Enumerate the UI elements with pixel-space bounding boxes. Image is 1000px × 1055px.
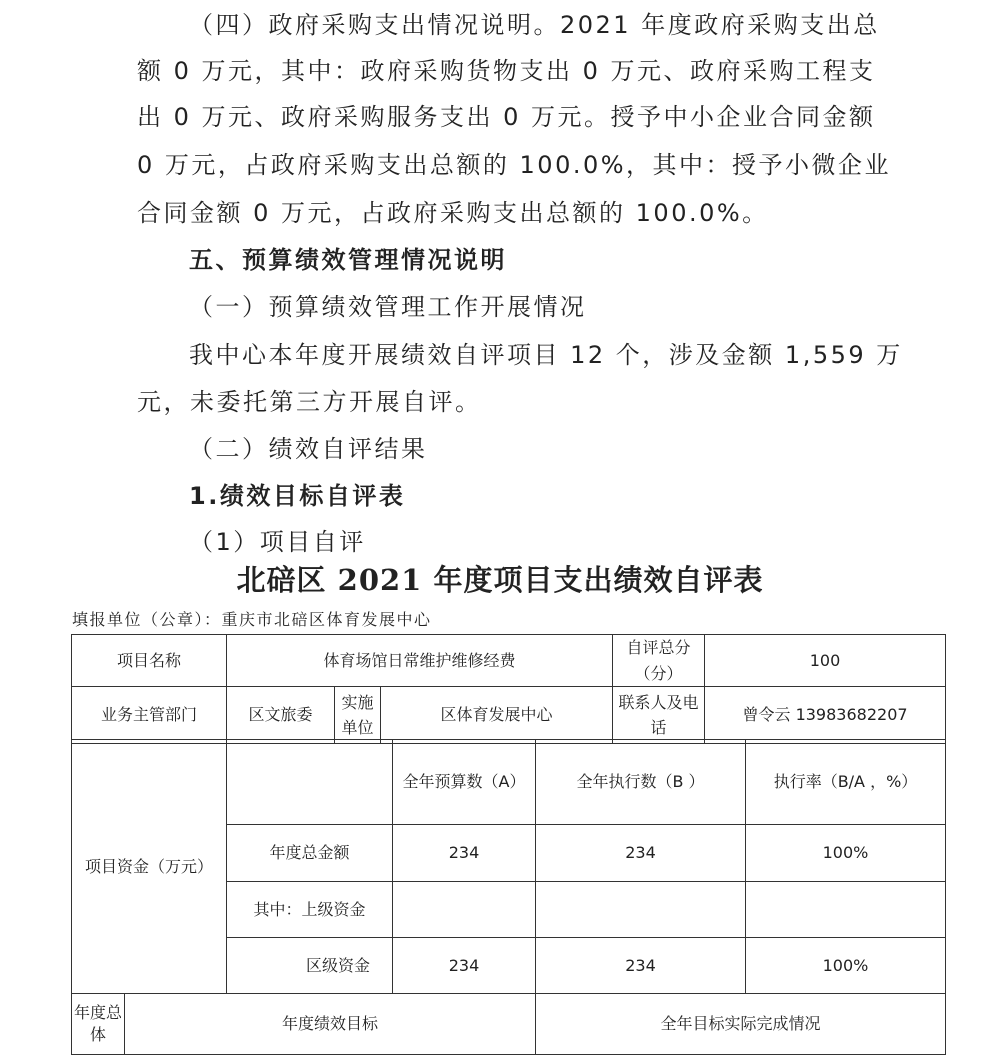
exec-cell: 234 [536, 825, 746, 882]
exec-cell: 234 [536, 938, 746, 994]
info-table [71, 634, 946, 744]
exec-cell [536, 882, 746, 938]
row-label: 年度总金额 [227, 825, 393, 882]
paragraph-line: （四）政府采购支出情况说明。2021 年度政府采购支出总 [189, 11, 880, 39]
budget-cell: 234 [393, 825, 536, 882]
col-budget-header: 全年预算数（A） [393, 740, 536, 825]
empty-cell [227, 740, 393, 825]
contact-value: 曾令云 13983682207 [705, 687, 946, 744]
rate-cell [746, 882, 946, 938]
rate-cell: 100% [746, 825, 946, 882]
subheading: （1）项目自评 [189, 528, 366, 556]
row-label: 其中：上级资金 [227, 882, 393, 938]
project-name: 体育场馆日常维护维修经费 [227, 635, 613, 687]
impl-label: 实施单位 [335, 687, 381, 744]
row-label: 区级资金 [227, 938, 393, 994]
table-title: 北碚区 2021 年度项目支出绩效自评表 [236, 563, 764, 597]
impl-value: 区体育发展中心 [381, 687, 613, 744]
goal-header: 年度绩效目标 [125, 994, 536, 1055]
actual-header: 全年目标实际完成情况 [536, 994, 946, 1055]
col-exec-header: 全年执行数（B ） [536, 740, 746, 825]
budget-cell: 234 [393, 938, 536, 994]
fill-unit: 填报单位（公章）：重庆市北碚区体育发展中心 [72, 610, 432, 629]
paragraph-line: 0 万元，占政府采购支出总额的 100.0%，其中：授予小微企业 [137, 151, 892, 179]
goal-table [71, 993, 946, 1055]
paragraph-line: 合同金额 0 万元，占政府采购支出总额的 100.0%。 [137, 199, 769, 227]
subheading: （一）预算绩效管理工作开展情况 [189, 293, 587, 321]
subheading: 1.绩效目标自评表 [189, 482, 406, 510]
subheading: （二）绩效自评结果 [189, 435, 428, 463]
funds-label: 项目资金（万元） [72, 740, 227, 994]
col-rate-header: 执行率（B/A ，%） [746, 740, 946, 825]
dept-label: 业务主管部门 [72, 687, 227, 744]
budget-cell [393, 882, 536, 938]
contact-label: 联系人及电话 [613, 687, 705, 744]
dept-value: 区文旅委 [227, 687, 335, 744]
funds-table [71, 739, 946, 994]
paragraph-line: 出 0 万元、政府采购服务支出 0 万元。授予中小企业合同金额 [137, 103, 876, 131]
body-line: 我中心本年度开展绩效自评项目 12 个，涉及金额 1,559 万 [189, 341, 903, 369]
body-line: 元，未委托第三方开展自评。 [137, 388, 482, 416]
section-heading: 五、预算绩效管理情况说明 [189, 246, 507, 274]
project-name-label: 项目名称 [72, 635, 227, 687]
paragraph-line: 额 0 万元，其中：政府采购货物支出 0 万元、政府采购工程支 [137, 57, 876, 85]
score-value: 100 [705, 635, 946, 687]
rate-cell: 100% [746, 938, 946, 994]
score-label: 自评总分（分） [613, 635, 705, 687]
overall-label: 年度总体 [72, 994, 125, 1055]
